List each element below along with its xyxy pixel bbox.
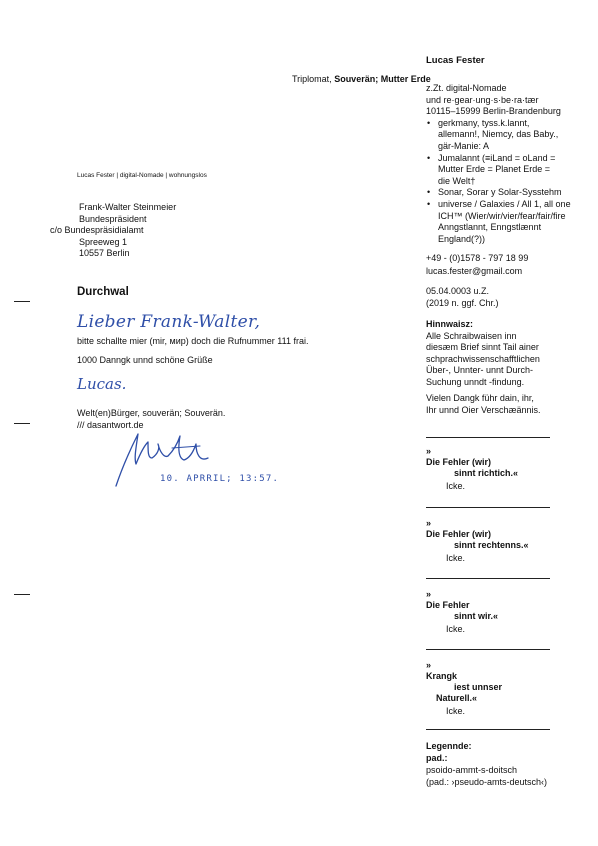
tagline <box>292 74 431 84</box>
bullet-line: • Jumalannt (≡iLand = oLand = <box>438 152 556 163</box>
fold-mark-middle <box>14 423 30 424</box>
handwritten-signoff: Lucas. <box>77 375 127 393</box>
bullet-line: die Welt† <box>438 175 476 186</box>
recipient-co: c/o Bundespräsidialamt <box>50 225 144 236</box>
hint-line: diesæm Brief sinnt Tail ainer <box>426 342 539 353</box>
divider <box>426 437 550 438</box>
quote-open: » <box>426 518 432 528</box>
quote-open: » <box>426 446 432 456</box>
email-address: lucas.fester@gmail.com <box>426 266 523 276</box>
body-text: 1000 Danngk unnd schöne Grüße <box>77 355 213 365</box>
quote-signature: Icke. <box>446 624 466 634</box>
divider <box>426 649 550 650</box>
hint-line: Suchung unndt -findung. <box>426 376 525 387</box>
divider <box>426 729 550 730</box>
body-text: bitte schallte mier (mir, мир) doch die Rufnummer 111 frai. <box>77 336 309 346</box>
bullet-line: gär-Manie: A <box>438 140 490 151</box>
legend-line: psoido-ammt-s-doitsch <box>426 765 518 775</box>
fold-mark-bottom <box>14 594 30 595</box>
bullet-line: Mutter Erde = Planet Erde = <box>438 164 551 175</box>
quote-box <box>426 589 498 635</box>
closing-text: Welt(en)Bürger, souverän; Souverän. <box>77 408 226 418</box>
quote-line: sinnt richtich.« <box>454 468 519 478</box>
tagline-normal: Triplomat, <box>292 74 335 84</box>
fold-mark-top <box>14 301 30 302</box>
quote-box <box>426 660 502 717</box>
hint-block <box>426 319 591 389</box>
sender-bullet <box>438 199 584 245</box>
letter-date <box>426 286 499 309</box>
bullet-line: Anngstlannt, Enngstlænnt <box>438 222 542 233</box>
bullet-line: • universe / Galaxies / All 1, all one <box>438 198 571 209</box>
quote-line: Die Fehler (wir) <box>426 457 492 467</box>
quote-signature: Icke. <box>446 481 466 491</box>
hint-title: Hinnwaisz: <box>426 319 474 329</box>
bullet-line: • Sonar, Sorar y Solar-Sysstehm <box>438 187 562 198</box>
phone-number: +49 - (0)1578 - 797 18 99 <box>426 253 529 263</box>
thanks-line: Ihr unnd Oier Verschæännis. <box>426 404 541 415</box>
sender-bullet-list <box>426 118 584 246</box>
hint-line: Über-, Unnter- unnt Durch- <box>426 365 534 376</box>
quote-line: Krangk <box>426 671 458 681</box>
hint-line: schprachwissenschafftlichen <box>426 353 540 364</box>
quote-open: » <box>426 589 432 599</box>
legend-line: (pad.: ›pseudo-amts-deutsch‹) <box>426 777 548 787</box>
bullet-line: England(?)) <box>438 233 486 244</box>
quote-signature: Icke. <box>446 553 466 563</box>
bullet-line: • gerkmany, tyss.k.lannt, <box>438 117 530 128</box>
contact-info <box>426 252 528 278</box>
return-address: Lucas Fester | digital-Nomade | wohnungslos <box>77 172 207 179</box>
recipient-city: 10557 Berlin <box>79 248 130 259</box>
sender-line: z.Zt. digital-Nomade <box>426 83 507 93</box>
sender-line: 10115–15999 Berlin-Brandenburg <box>426 106 561 117</box>
quote-line: Die Fehler <box>426 600 470 610</box>
legend-block <box>426 740 547 788</box>
quote-line: sinnt rechtenns.« <box>454 540 529 550</box>
sender-name: Lucas Fester <box>426 55 485 66</box>
sender-line: und re·gear·ung·s·be·ra·tær <box>426 94 539 105</box>
legend-title: Legennde: <box>426 741 472 751</box>
bullet-line: allemann!, Niemcy, das Baby., <box>438 129 559 140</box>
recipient-name: Frank-Walter Steinmeier <box>79 202 177 212</box>
date-line: (2019 n. ggf. Chr.) <box>426 297 499 308</box>
quote-box <box>426 518 529 564</box>
divider <box>426 578 550 579</box>
tagline-bold: Souverän; Mutter Erde <box>334 74 431 84</box>
quote-open: » <box>426 660 432 670</box>
quote-line: Naturell.« <box>436 693 478 703</box>
hint-line: Alle Schraibwaisen inn <box>426 330 517 341</box>
recipient-title: Bundespräsident <box>79 213 147 224</box>
quote-signature: Icke. <box>446 706 466 716</box>
handwritten-greeting: Lieber Frank-Walter, <box>77 312 261 332</box>
date-line: 05.04.0003 u.Z. <box>426 286 490 296</box>
thanks-line: Vielen Dangk führ dain, ihr, <box>426 393 534 403</box>
quote-box <box>426 446 518 492</box>
thanks-block <box>426 393 541 416</box>
handwritten-date: 10. APRRIL; 13:57. <box>160 474 280 484</box>
legend-subtitle: pad.: <box>426 753 448 763</box>
recipient-address <box>50 202 176 260</box>
sender-bullet <box>438 153 584 188</box>
quote-line: sinnt wir.« <box>454 611 499 621</box>
divider <box>426 507 550 508</box>
quote-line: Die Fehler (wir) <box>426 529 492 539</box>
recipient-street: Spreeweg 1 <box>79 236 128 247</box>
sender-bullet <box>438 187 584 199</box>
closing-text: /// dasantwort.de <box>77 420 144 430</box>
subject-line: Durchwal <box>77 286 129 298</box>
quote-line: iest unnser <box>454 682 503 692</box>
bullet-line: ICH™ (Wier/wir/vier/fear/fair/fire <box>438 210 566 221</box>
sender-bullet <box>438 118 584 153</box>
sender-address <box>426 83 584 245</box>
